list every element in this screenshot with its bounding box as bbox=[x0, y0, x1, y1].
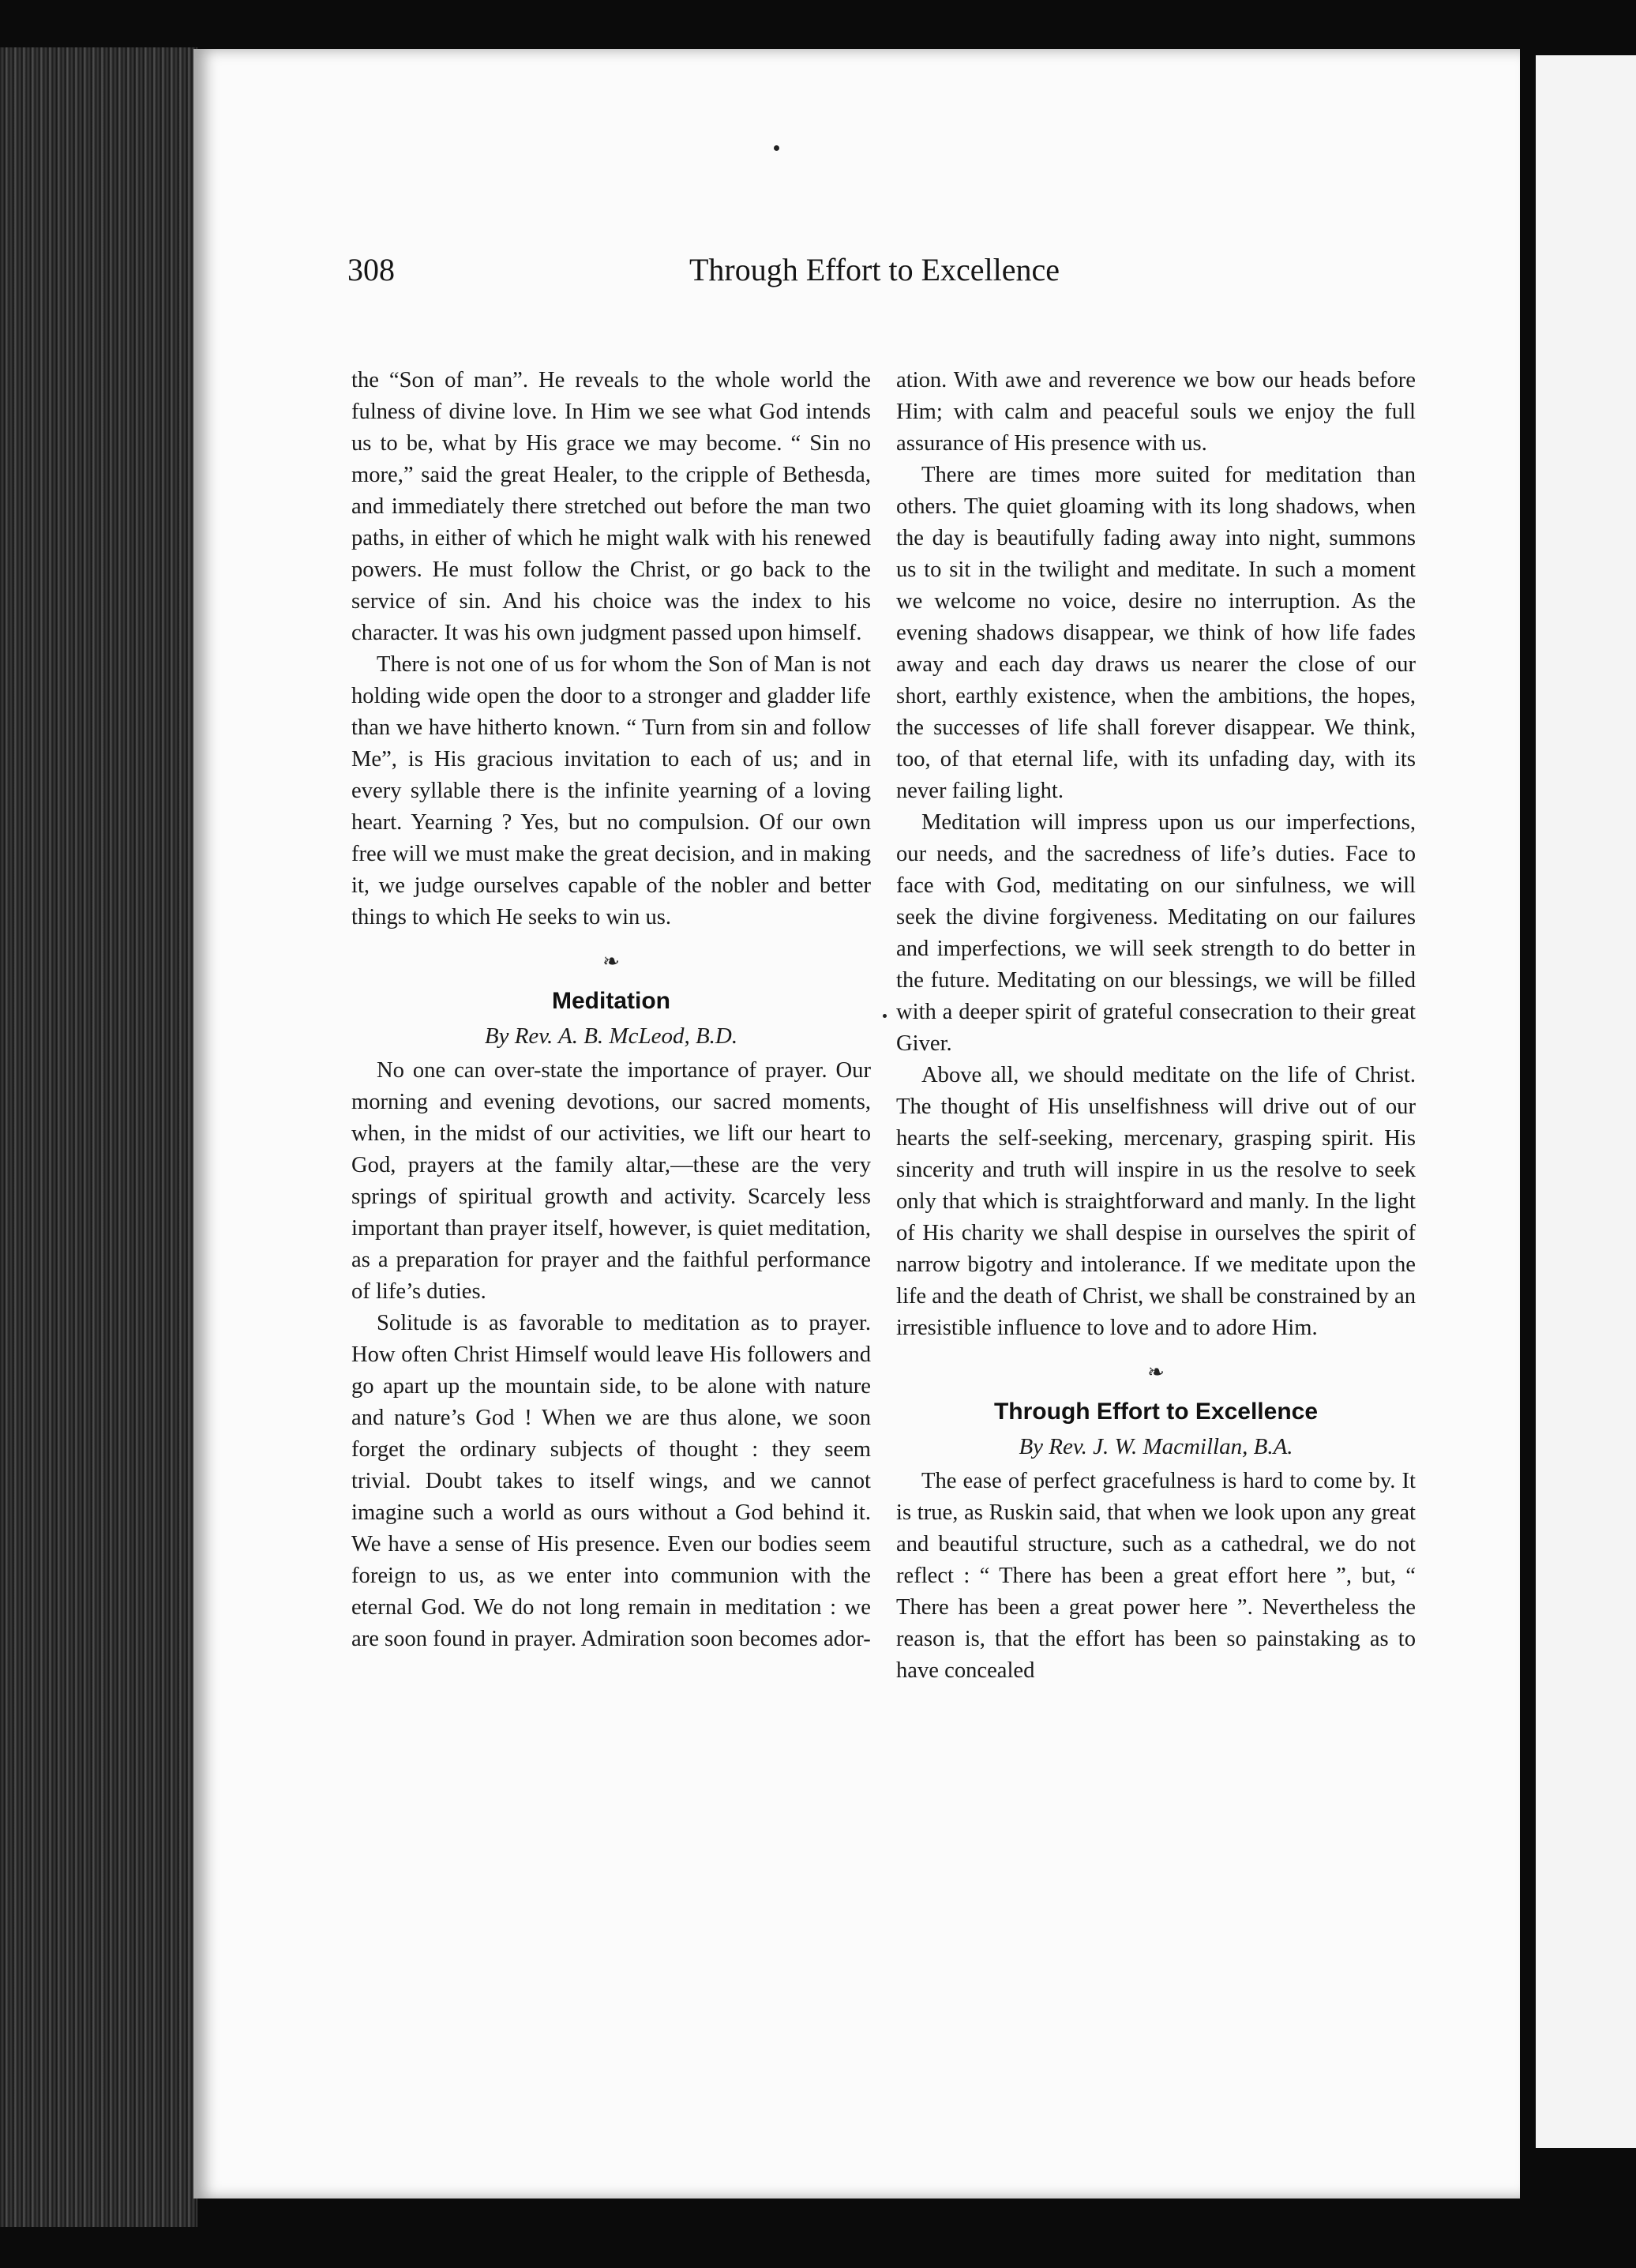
right-paragraph-4: Above all, we should meditate on the life of Christ. The thought of His unselfishness will drive out of our hearts the self-seeking, mercenary, grasping spirit. His sincerity and truth will inspire in us the resolve to seek only that which is straightforward and manly. In the light of His charity we shall despise in ourselves the spirit of narrow bigotry and intolerance. If we meditate upon the life and the death of Christ, we shall be constrained by an irresistible influence to love and to adore Him. bbox=[896, 1063, 1416, 1340]
speck-mark bbox=[774, 145, 779, 151]
book-page bbox=[193, 49, 1520, 2199]
right-paragraph-5: The ease of perfect gracefulness is hard to come by. It is true, as Ruskin said, that when we look upon any great and beautiful structure, such as a cathedral, we do not reflect : “ There has been a great effort here ”, but, “ There has been a great power here ”. Nevertheless the reason is, that the effort has been so painstaking as to have concealed bbox=[896, 1469, 1416, 1683]
right-column bbox=[896, 365, 1416, 1687]
right-paragraph-1: ation. With awe and reverence we bow our heads before Him; with calm and peaceful souls we enjoy the full assurance of His presence with us. bbox=[896, 368, 1416, 456]
section-title-effort: Through Effort to Excellence bbox=[993, 1399, 1319, 1425]
page-number: 308 bbox=[347, 252, 395, 287]
speck-mark bbox=[883, 1014, 887, 1018]
byline-meditation: By Rev. A. B. McLeod, B.D. bbox=[484, 1023, 738, 1049]
byline-effort: By Rev. J. W. Macmillan, B.A. bbox=[1019, 1434, 1293, 1459]
left-paragraph-continued: the “Son of man”. He reveals to the whole world the fulness of divine love. In Him we see what God intends us to be, what by His grace we may become. “ Sin no more,” said the great Healer, to the cripple of Bethesda, and immediately there stretched out before the man two paths, in either of which he might walk with his renewed powers. He must follow the Christ, or go back to the service of sin. And his choice was the index to his character. It was his own judgment passed upon himself. bbox=[351, 368, 871, 645]
left-paragraph-2: There is not one of us for whom the Son of Man is not holding wide open the door to a stronger and gladder life than we have hitherto known. “ Turn from sin and follow Me”, is His gracious invitation to each of us; and in every syllable there is the infinite yearning of a loving heart. Yearning ? Yes, but no compulsion. Of our own free will we must make the great decision, and in making it, we judge ourselves capable of the nobler and better things to which He seeks to win us. bbox=[351, 652, 871, 929]
section-title-meditation: Meditation bbox=[552, 988, 670, 1014]
running-head bbox=[347, 246, 1401, 294]
right-paragraph-3: Meditation will impress upon us our imperfections, our needs, and the sacredness of life’s duties. Face to face with God, meditating on our sinfulness, we will seek the divine forgiveness. Meditating on our failures and imperfections, we will seek strength to do better in the future. Meditating on our blessings, we will be filled with a deeper spirit of grateful consecration to their great Giver. bbox=[896, 810, 1416, 1056]
left-paragraph-3: No one can over-state the importance of prayer. Our morning and evening devotions, our sacred moments, when, in the midst of our activities, we lift our heart to God, prayers at the family altar,—these are the very springs of spiritual growth and activity. Scarcely less important than prayer itself, however, is quiet meditation, as a preparation for prayer and the faithful performance of life’s duties. bbox=[351, 1058, 871, 1304]
left-paragraph-4: Solitude is as favorable to meditation as to prayer. How often Christ Himself would leave His followers and go apart up the mountain side, to be alone with nature and nature’s God ! When we are thus alone, we soon forget the ordinary subjects of thought : they seem trivial. Doubt takes to itself wings, and we cannot imagine such a world as ours without a God behind it. We have a sense of His presence. Even our bodies seem foreign to us, as we enter into communion with the eternal God. We do not long remain in meditation : we are soon found in prayer. Admiration soon becomes ador- bbox=[351, 1311, 871, 1651]
ornament-icon: ❧ bbox=[1147, 1361, 1165, 1384]
running-title: Through Effort to Excellence bbox=[689, 252, 1060, 287]
facing-page-edge bbox=[1536, 55, 1636, 2148]
book-page-edges bbox=[0, 47, 197, 2227]
ornament-icon: ❧ bbox=[602, 950, 620, 973]
left-column bbox=[351, 365, 871, 1655]
right-paragraph-2: There are times more suited for meditation than others. The quiet gloaming with its long shadows, when the day is beautifully fading away into night, summons us to sit in the twilight and meditate. In such a moment we welcome no voice, desire no interruption. As the evening shadows disappear, we think of how life fades away and each day draws us nearer the close of our short, earthly existence, when the ambitions, the hopes, the successes of life shall forever disappear. We think, too, of that eternal life, with its unfading day, with its never failing light. bbox=[896, 463, 1416, 803]
